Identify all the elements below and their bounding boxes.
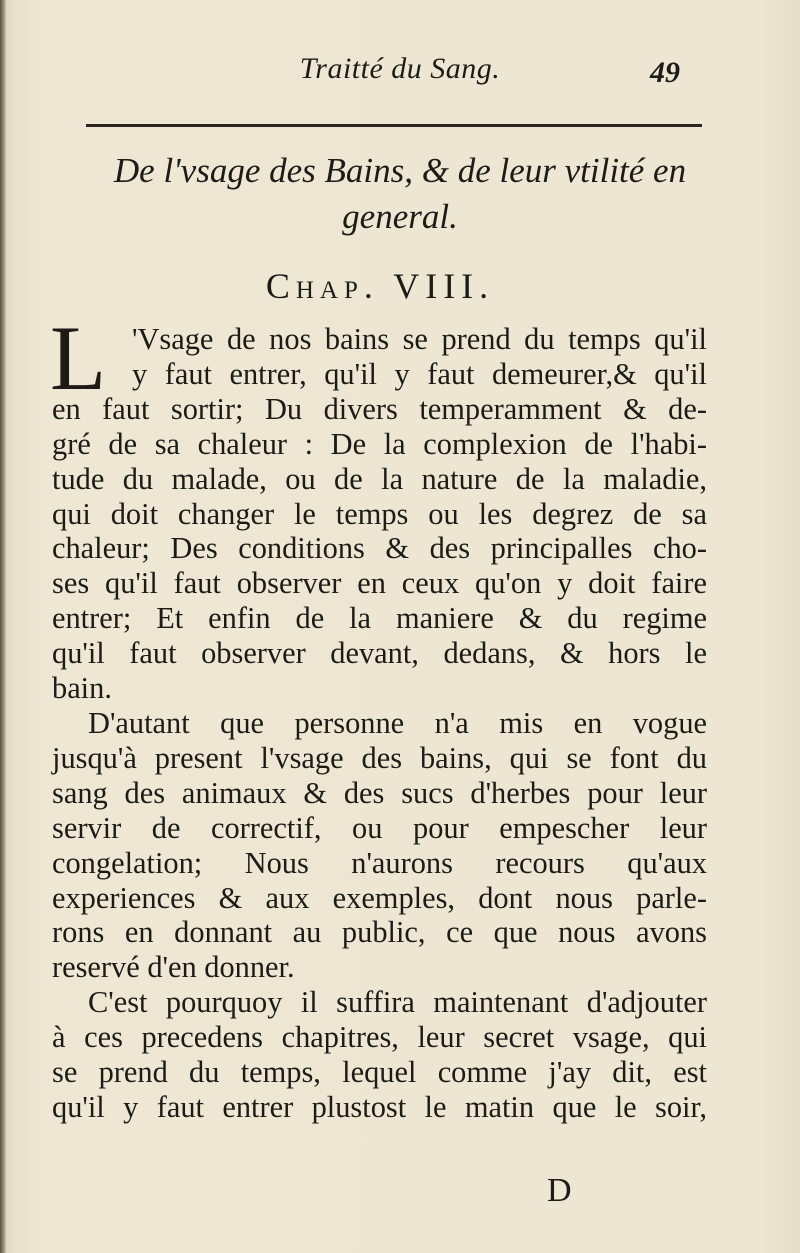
text-line: sang des animaux & des sucs d'herbes pour leur bbox=[52, 775, 707, 810]
text-line: C'est pourquoy il suffira maintenant d'adjouter bbox=[88, 985, 707, 1020]
text-line: qu'il faut observer devant, dedans, & hors le bbox=[52, 636, 707, 671]
text-line: rons en donnant au public, ce que nous avons bbox=[52, 915, 707, 950]
paragraph-2 bbox=[52, 706, 707, 985]
text-line: entrer; Et enfin de la maniere & du regime bbox=[52, 601, 707, 636]
text-line: ses qu'il faut observer en ceux qu'on y doit faire bbox=[52, 566, 707, 601]
chapter-title-line-1: De l'vsage des Bains, & de leur vtilité en bbox=[113, 151, 687, 190]
text-line: y faut entrer, qu'il y faut demeurer,& qu'il bbox=[132, 356, 707, 391]
text-line: D'autant que personne n'a mis en vogue bbox=[88, 705, 707, 740]
page-binding-edge bbox=[0, 0, 6, 1253]
text-line: servir de correctif, ou pour empescher leur bbox=[52, 810, 707, 845]
text-line: se prend du temps, lequel comme j'ay dit, est bbox=[52, 1055, 707, 1090]
text-line: tude du malade, ou de la nature de la maladie, bbox=[52, 461, 707, 496]
running-title: Traitté du Sang. bbox=[299, 52, 501, 85]
paragraph-1 bbox=[50, 307, 707, 706]
text-line: 'Vsage de nos bains se prend du temps qu'il bbox=[132, 322, 707, 356]
text-line: experiences & aux exemples, dont nous parle- bbox=[52, 880, 707, 915]
drop-cap: L bbox=[50, 307, 107, 409]
chapter-title-line-2: general. bbox=[342, 197, 458, 236]
text-line: chaleur; Des conditions & des principalles cho- bbox=[52, 531, 707, 566]
text-line: congelation; Nous n'aurons recours qu'aux bbox=[52, 845, 707, 880]
page-number: 49 bbox=[650, 56, 680, 89]
text-line: qu'il y faut entrer plustost le matin que le soir, bbox=[52, 1089, 707, 1124]
header-rule bbox=[86, 124, 702, 127]
text-line: jusqu'à present l'vsage des bains, qui se font du bbox=[52, 740, 707, 775]
chapter-number: Chap. VIII. bbox=[265, 266, 495, 306]
body-text bbox=[50, 307, 707, 1125]
paragraph-3 bbox=[52, 985, 707, 1125]
text-line: gré de sa chaleur : De la complexion de l'habi- bbox=[52, 426, 707, 461]
text-line: en faut sortir; Du divers temperamment & de- bbox=[52, 391, 707, 426]
text-line: à ces precedens chapitres, leur secret vsage, qui bbox=[52, 1020, 707, 1055]
signature-mark: D bbox=[547, 1172, 572, 1209]
text-line: reservé d'en donner. bbox=[52, 950, 295, 985]
text-line: qui doit changer le temps ou les degrez de sa bbox=[52, 496, 707, 531]
text-line: bain. bbox=[52, 671, 112, 706]
chapter-title bbox=[50, 148, 750, 240]
